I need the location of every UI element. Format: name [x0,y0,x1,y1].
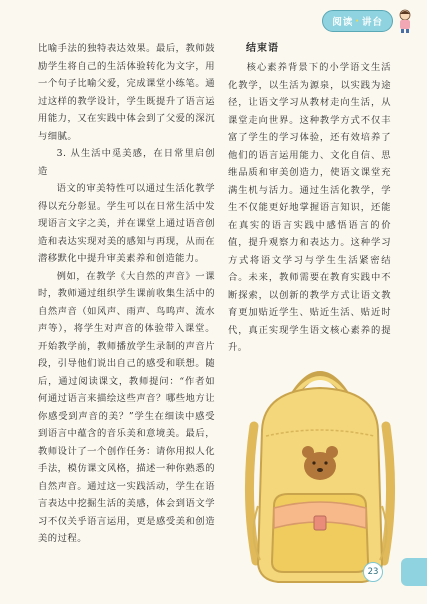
page-tab-decoration [401,558,427,586]
subsection-heading: 3. 从生活中觅美感，在日常里启创造 [38,148,215,177]
section-label [322,10,393,32]
section-label-separator: · [355,15,360,27]
section-badge [322,8,415,34]
backpack-illustration [240,356,400,588]
page-number: 23 [363,562,383,582]
conclusion-heading: 结束语 [246,43,279,54]
section-label-left: 阅读 [332,17,354,28]
teacher-figure-icon [395,8,415,34]
right-column [228,40,391,357]
left-column [38,40,215,548]
body-paragraph: 比喻手法的独特表达效果。最后，教师鼓励学生将自己的生活体验转化为文字，用一个句子比喻父爱，完成课堂小练笔。通过这样的教学设计，学生既提升了语言运用能力，又在实践中体会到了父爱的深沉与细腻。 [38,43,215,142]
body-paragraph: 例如，在教学《大自然的声音》一课时，教师通过组织学生课前收集生活中的自然声音（如风声、雨声、鸟鸣声、流水声等），将学生对声音的体验带入课堂。开始教学前，教师播放学生录制的声音片段，引导他们说出自己的感受和联想。随后，通过阅读课文，教师提问：“作者如何通过语言来描绘这些声音？哪些地方让你感受到声音的美？”学生在细读中感受到语言中蕴含的音乐美和意境美。最后，教师设计了一个创作任务：请你用拟人化手法，模仿课文风格，描述一种你熟悉的自然声音。通过这一实践活动，学生在语言表达中挖掘生活的美感，体会到语文学习不仅关乎语言运用，更是感受美和创造美的过程。 [38,270,215,544]
section-label-right: 讲台 [361,17,383,28]
body-paragraph: 核心素养背景下的小学语文生活化教学，以生活为源泉，以实践为途径，让语文学习从教材走向生活，从课堂走向世界。这种教学方式不仅丰富了学生的学习体验，还有效培养了他们的语言运用能力、文化自信、思维品质和审美创造力，使语文课堂充满生机与活力。通过生活化教学，学生不仅能更好地掌握语言知识，还能在真实的语言实践中感悟语言的价值，提升观察力和表达力。这种学习方式将语文学习与学生生活紧密结合。未来，教师需要在教育实践中不断探索，以创新的教学方式让语文教育更加贴近学生、贴近生活、贴近时代，真正实现学生语文核心素养的提升。 [228,62,391,353]
body-paragraph: 语文的审美特性可以通过生活化教学得以充分彰显。学生可以在日常生活中发现语言文字之美，并在课堂上通过语音创造和表达实现对美的感知与再现，从而在潜移默化中提升审美素养和创造能力。 [38,183,215,264]
